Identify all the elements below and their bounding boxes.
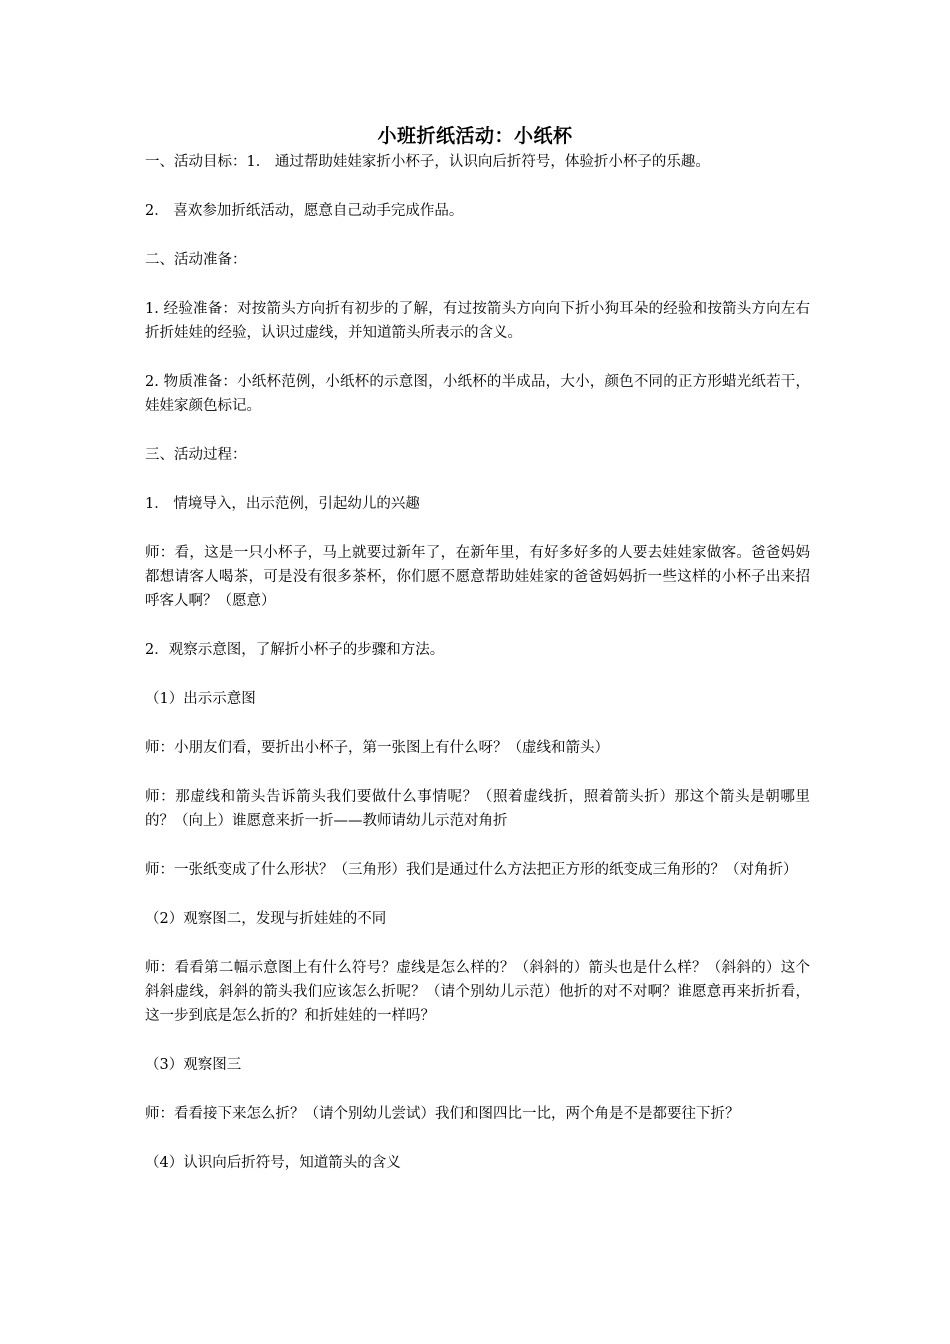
paragraph-substep-3: （3）观察图三 [145,1057,242,1073]
paragraph-substep-2: （2）观察图二，发现与折娃娃的不同 [145,911,387,927]
paragraph-goal-2: 2． 喜欢参加折纸活动，愿意自己动手完成作品。 [145,203,464,219]
paragraph-teacher-q5: 师：看看接下来怎么折？（请个别幼儿尝试）我们和图四比一比，两个角是不是都要往下折？ [145,1106,740,1122]
paragraph-teacher-q3: 师：一张纸变成了什么形状？（三角形）我们是通过什么方法把正方形的纸变成三角形的？（对角折） [145,862,798,878]
paragraph-teacher-q2: 师：那虚线和箭头告诉箭头我们要做什么事情呢？（照着虚线折，照着箭头折）那这个箭头是朝哪里的？（向上）谁愿意来折一折——教师请幼儿示范对角折 [145,789,810,829]
paragraph-step-1: 1． 情境导入，出示范例，引起幼儿的兴趣 [145,496,420,512]
heading-process: 三、活动过程： [145,447,247,463]
paragraph-goal-1: 一、活动目标：1． 通过帮助娃娃家折小杯子，认识向后折符号，体验折小杯子的乐趣。 [145,154,710,170]
paragraph-step-2: 2．观察示意图，了解折小杯子的步骤和方法。 [145,642,445,658]
paragraph-teacher-q1: 师：小朋友们看，要折出小杯子，第一张图上有什么呀？（虚线和箭头） [145,740,609,756]
document-body [145,150,810,1200]
paragraph-teacher-intro: 师：看，这是一只小杯子，马上就要过新年了，在新年里，有好多好多的人要去娃娃家做客。爸爸妈妈都想请客人喝茶，可是没有很多茶杯，你们愿不愿意帮助娃娃家的爸爸妈妈折一些这样的小杯子出来招呼客人啊？（愿意） [145,545,810,609]
paragraph-teacher-q4: 师：看看第二幅示意图上有什么符号？虚线是怎么样的？（斜斜的）箭头也是什么样？（斜斜的）这个斜斜虚线，斜斜的箭头我们应该怎么折呢？（请个别幼儿示范）他折的对不对啊？谁愿意再来折折看，这一步到底是怎么折的？和折娃娃的一样吗？ [145,960,810,1024]
paragraph-substep-1: （1）出示示意图 [145,691,256,707]
heading-preparation: 二、活动准备： [145,252,247,268]
paragraph-experience-prep: 1. 经验准备：对按箭头方向折有初步的了解，有过按箭头方向向下折小狗耳朵的经验和按箭头方向左右折折娃娃的经验，认识过虚线，并知道箭头所表示的含义。 [145,301,810,341]
document-title: 小班折纸活动：小纸杯 [377,125,573,147]
paragraph-material-prep: 2. 物质准备：小纸杯范例，小纸杯的示意图，小纸杯的半成品，大小，颜色不同的正方形蜡光纸若干，娃娃家颜色标记。 [145,374,810,414]
paragraph-substep-4: （4）认识向后折符号，知道箭头的含义 [145,1155,401,1171]
